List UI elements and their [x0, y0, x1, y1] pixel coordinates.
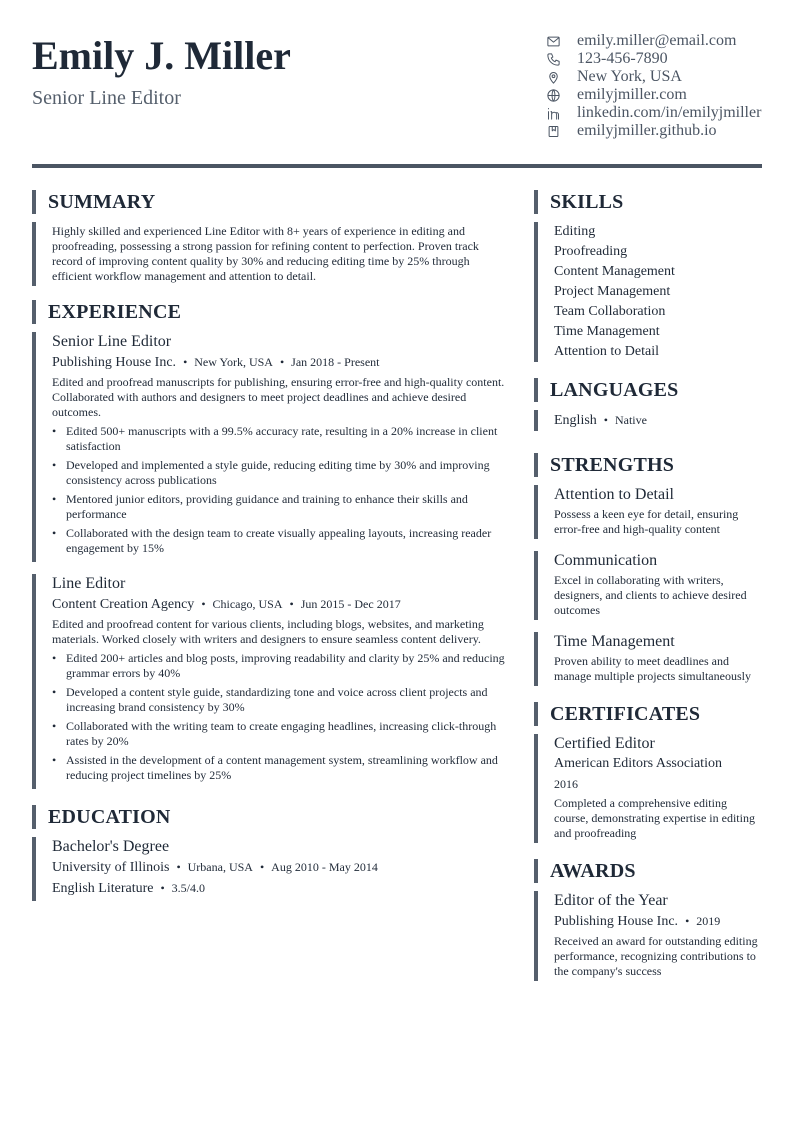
language-name: English — [554, 413, 597, 428]
education-field: English Literature — [52, 881, 154, 896]
job-meta — [52, 352, 510, 373]
list-item: Team Collaboration — [554, 304, 666, 319]
languages-heading — [534, 378, 762, 402]
education-location: Urbana, USA — [187, 860, 253, 874]
contact-list — [544, 32, 761, 140]
job-company: Publishing House Inc. — [52, 355, 177, 370]
contact-location-text: New York, USA — [577, 68, 682, 85]
separator-dot: • — [176, 860, 181, 874]
award-item — [534, 891, 762, 981]
education-field-row — [52, 878, 510, 899]
header-divider — [32, 164, 762, 168]
job-location: Chicago, USA — [212, 597, 283, 611]
job-meta — [52, 594, 510, 615]
job-title: Senior Line Editor — [52, 333, 172, 350]
list-item: • Assisted in the development of a content management system, streamlining workflow and reducing project timelines by 25% — [52, 753, 510, 783]
award-year: 2019 — [696, 914, 721, 928]
job-description: Edited and proofread manuscripts for publishing, ensuring error-free and high-quality content. Collaborated with authors and designers to meet project deadlines and achieve desired outcomes. — [52, 375, 505, 419]
job-location: New York, USA — [194, 355, 273, 369]
list-item: • Edited 500+ manuscripts with a 99.5% accuracy rate, resulting in a 20% increase in client satisfaction — [52, 424, 510, 454]
bookmark-icon — [544, 122, 562, 140]
languages-heading-text: LANGUAGES — [550, 379, 679, 401]
strength-title: Attention to Detail — [554, 486, 674, 503]
education-heading-text: EDUCATION — [48, 806, 171, 828]
certificate-year: 2016 — [554, 777, 578, 791]
linkedin-icon — [544, 104, 562, 122]
candidate-name: Emily J. Miller — [32, 33, 291, 78]
contact-github-text: emilyjmiller.github.io — [577, 122, 717, 139]
certificate-item — [534, 734, 762, 843]
strength-title: Communication — [554, 552, 658, 569]
education-gpa: 3.5/4.0 — [171, 881, 206, 895]
contact-linkedin[interactable] — [544, 104, 761, 122]
award-desc: Received an award for outstanding editing performance, recognizing contributions to the company's success — [554, 934, 758, 978]
strength-title: Time Management — [554, 633, 675, 650]
list-item: • Edited 200+ articles and blog posts, improving readability and clarity by 25% and reducing grammar errors by 40% — [52, 651, 510, 681]
globe-icon — [544, 86, 562, 104]
list-item: • Collaborated with the writing team to create engaging headlines, increasing click-through rates by 20% — [52, 719, 510, 749]
location-icon — [544, 68, 562, 86]
resume-header — [32, 30, 762, 150]
job-title: Line Editor — [52, 575, 126, 592]
job-achievements — [52, 424, 510, 556]
education-heading — [32, 805, 510, 829]
separator-dot: • — [259, 860, 265, 874]
contact-website[interactable] — [544, 86, 761, 104]
list-item: Content Management — [554, 264, 675, 279]
job-company: Content Creation Agency — [52, 597, 195, 612]
languages-block — [534, 410, 762, 431]
list-item: Proofreading — [554, 244, 628, 259]
strengths-heading — [534, 453, 762, 477]
contact-phone[interactable] — [544, 50, 761, 68]
education-block — [32, 837, 510, 901]
strength-item — [534, 551, 762, 620]
strength-desc: Possess a keen eye for detail, ensuring error-free and high-quality content — [554, 507, 739, 536]
separator-dot: • — [279, 355, 285, 369]
job-achievements — [52, 651, 510, 783]
left-column — [32, 190, 510, 901]
separator-dot: • — [201, 597, 206, 611]
list-item: Attention to Detail — [554, 344, 659, 359]
mail-icon — [544, 32, 562, 50]
contact-phone-text: 123-456-7890 — [577, 50, 668, 67]
experience-job — [32, 332, 510, 562]
education-degree: Bachelor's Degree — [52, 838, 170, 855]
candidate-title: Senior Line Editor — [32, 87, 181, 109]
list-item: Time Management — [554, 324, 660, 339]
education-dates: Aug 2010 - May 2014 — [271, 860, 378, 874]
summary-heading-text: SUMMARY — [48, 191, 156, 213]
skills-heading-text: SKILLS — [550, 191, 624, 213]
separator-dot: • — [289, 597, 294, 611]
separator-dot: • — [603, 413, 608, 427]
award-meta — [554, 911, 762, 932]
contact-website-text: emilyjmiller.com — [577, 86, 687, 103]
awards-heading-text: AWARDS — [550, 860, 636, 882]
strength-item — [534, 632, 762, 686]
separator-dot: • — [685, 914, 690, 928]
strength-desc: Excel in collaborating with writers, designers, and clients to achieve desired outcomes — [554, 573, 747, 617]
certificates-heading — [534, 702, 762, 726]
job-description: Edited and proofread content for various clients, including blogs, websites, and marketing materials. Worked closely with writers and designers to ensure seamless content delivery. — [52, 617, 484, 646]
contact-linkedin-text: linkedin.com/in/emilyjmiller — [577, 104, 762, 121]
list-item: Editing — [554, 224, 596, 239]
separator-dot: • — [160, 881, 165, 895]
experience-heading — [32, 300, 510, 324]
summary-text: Highly skilled and experienced Line Editor with 8+ years of experience in editing and proofreading, possessing a strong passion for refining content to perfection. Proven track record of improving content quality by 30% and reducing editing time by 25% through efficient workflow management and attention to detail. — [52, 224, 479, 283]
contact-email-text: emily.miller@email.com — [577, 32, 737, 49]
strength-desc: Proven ability to meet deadlines and manage multiple projects simultaneously — [554, 654, 751, 683]
education-meta — [52, 857, 510, 878]
award-title: Editor of the Year — [554, 892, 668, 909]
contact-github[interactable] — [544, 122, 761, 140]
certificate-desc: Completed a comprehensive editing course, demonstrating expertise in editing and proofreading — [554, 796, 755, 840]
summary-block — [32, 222, 510, 286]
phone-icon — [544, 50, 562, 68]
list-item: Project Management — [554, 284, 671, 299]
certificate-title: Certified Editor — [554, 735, 655, 752]
awards-heading — [534, 859, 762, 883]
contact-location — [544, 68, 761, 86]
summary-heading — [32, 190, 510, 214]
skills-heading — [534, 190, 762, 214]
contact-email[interactable] — [544, 32, 761, 50]
job-dates: Jan 2018 - Present — [291, 355, 380, 369]
language-level: Native — [614, 413, 647, 427]
strength-item — [534, 485, 762, 539]
language-row — [554, 410, 762, 431]
right-column — [534, 190, 762, 981]
list-item: • Collaborated with the design team to create visually appealing layouts, increasing reader engagement by 15% — [52, 526, 510, 556]
strengths-heading-text: STRENGTHS — [550, 454, 675, 476]
award-issuer: Publishing House Inc. — [554, 914, 679, 929]
skills-block — [534, 222, 762, 362]
list-item: • Developed and implemented a style guide, reducing editing time by 30% and improving consistency across publications — [52, 458, 510, 488]
list-item: • Mentored junior editors, providing guidance and training to enhance their skills and performance — [52, 492, 510, 522]
separator-dot: • — [183, 355, 188, 369]
experience-heading-text: EXPERIENCE — [48, 301, 182, 323]
education-school: University of Illinois — [52, 860, 170, 875]
certificates-heading-text: CERTIFICATES — [550, 703, 701, 725]
certificate-issuer: American Editors Association — [554, 756, 722, 771]
job-dates: Jun 2015 - Dec 2017 — [300, 597, 401, 611]
experience-job — [32, 574, 510, 789]
list-item: • Developed a content style guide, standardizing tone and voice across client projects and increasing brand consistency by 30% — [52, 685, 510, 715]
